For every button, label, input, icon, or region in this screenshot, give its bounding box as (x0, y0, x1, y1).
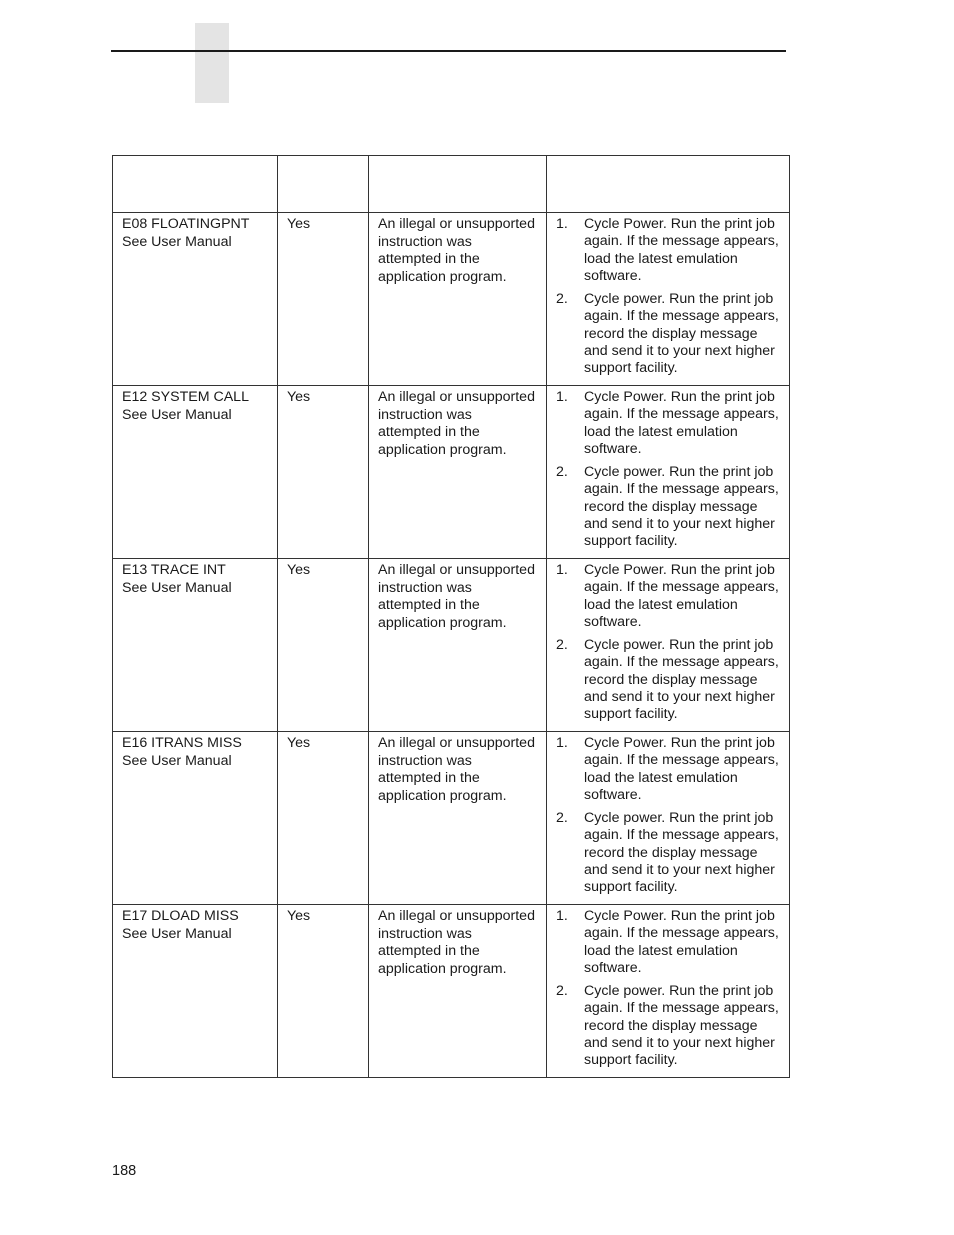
solution-step (556, 562, 783, 631)
header-cell (278, 156, 369, 213)
solution-step (556, 216, 783, 285)
value-cell (278, 905, 369, 1078)
explanation-cell (369, 905, 547, 1078)
solution-steps (547, 559, 789, 724)
explanation-cell (369, 213, 547, 386)
message-name: E16 ITRANS MISS (122, 735, 242, 751)
table-row (113, 905, 790, 1078)
step-text: Cycle Power. Run the print job again. If the message appears, load the latest emulation software. (584, 735, 779, 803)
value-text: Yes (287, 216, 311, 232)
header-cell (113, 156, 278, 213)
message-reference: See User Manual (122, 579, 232, 596)
solution-cell (547, 386, 790, 559)
message-reference: See User Manual (122, 752, 232, 769)
solution-step (556, 983, 783, 1069)
message-name: E08 FLOATINGPNT (122, 216, 250, 232)
message-reference: See User Manual (122, 925, 232, 942)
step-number: 1. (556, 216, 568, 232)
solution-steps (547, 213, 789, 378)
value-text: Yes (287, 562, 311, 578)
explanation-cell (369, 559, 547, 732)
explanation-text: An illegal or unsupported instruction was attempted in the application program. (378, 216, 535, 285)
solution-step (556, 908, 783, 977)
solution-cell (547, 905, 790, 1078)
step-text: Cycle Power. Run the print job again. If the message appears, load the latest emulation software. (584, 389, 779, 457)
table-header-row (113, 156, 790, 213)
page-number: 188 (112, 1163, 137, 1179)
header-cell (547, 156, 790, 213)
solution-cell (547, 213, 790, 386)
value-cell (278, 213, 369, 386)
solution-steps (547, 386, 789, 551)
step-number: 1. (556, 389, 568, 405)
step-number: 2. (556, 464, 568, 481)
value-text: Yes (287, 908, 311, 924)
explanation-text: An illegal or unsupported instruction was attempted in the application program. (378, 735, 535, 804)
explanation-text: An illegal or unsupported instruction was attempted in the application program. (378, 908, 535, 977)
value-text: Yes (287, 389, 311, 405)
step-text: Cycle power. Run the print job again. If the message appears, record the display message and send it to your next higher support facility. (584, 291, 779, 377)
step-number: 1. (556, 735, 568, 751)
step-number: 2. (556, 983, 568, 1000)
explanation-cell (369, 732, 547, 905)
explanation-cell (369, 386, 547, 559)
chapter-tab (195, 23, 229, 103)
message-reference: See User Manual (122, 233, 232, 250)
step-text: Cycle Power. Run the print job again. If the message appears, load the latest emulation software. (584, 216, 779, 284)
message-name: E17 DLOAD MISS (122, 908, 239, 924)
value-text: Yes (287, 735, 311, 751)
message-content (113, 559, 277, 597)
explanation-text: An illegal or unsupported instruction was attempted in the application program. (378, 389, 535, 458)
value-cell (278, 559, 369, 732)
solution-step (556, 464, 783, 550)
step-number: 2. (556, 637, 568, 654)
step-text: Cycle power. Run the print job again. If the message appears, record the display message and send it to your next higher support facility. (584, 637, 779, 723)
message-reference: See User Manual (122, 406, 232, 423)
solution-cell (547, 732, 790, 905)
step-text: Cycle Power. Run the print job again. If the message appears, load the latest emulation software. (584, 908, 779, 976)
step-number: 2. (556, 810, 568, 827)
message-cell (113, 905, 278, 1078)
message-content (113, 732, 277, 770)
explanation-text: An illegal or unsupported instruction was attempted in the application program. (378, 562, 535, 631)
table-row (113, 213, 790, 386)
value-cell (278, 386, 369, 559)
step-text: Cycle Power. Run the print job again. If the message appears, load the latest emulation software. (584, 562, 779, 630)
table-row (113, 386, 790, 559)
message-content (113, 213, 277, 251)
step-number: 1. (556, 908, 568, 924)
message-cell (113, 386, 278, 559)
message-cell (113, 213, 278, 386)
header-cell (369, 156, 547, 213)
value-cell (278, 732, 369, 905)
solution-cell (547, 559, 790, 732)
message-cell (113, 559, 278, 732)
solution-step (556, 810, 783, 896)
solution-step (556, 389, 783, 458)
message-name: E13 TRACE INT (122, 562, 226, 578)
solution-step (556, 735, 783, 804)
table-row (113, 559, 790, 732)
solution-step (556, 637, 783, 723)
solution-steps (547, 905, 789, 1070)
step-text: Cycle power. Run the print job again. If the message appears, record the display message and send it to your next higher support facility. (584, 983, 779, 1069)
error-message-table-wrapper (112, 155, 789, 1078)
step-number: 2. (556, 291, 568, 308)
header-rule (111, 50, 786, 52)
solution-step (556, 291, 783, 377)
solution-steps (547, 732, 789, 897)
message-cell (113, 732, 278, 905)
step-number: 1. (556, 562, 568, 578)
table-row (113, 732, 790, 905)
step-text: Cycle power. Run the print job again. If the message appears, record the display message and send it to your next higher support facility. (584, 810, 779, 896)
message-content (113, 386, 277, 424)
error-message-table (112, 155, 790, 1078)
message-name: E12 SYSTEM CALL (122, 389, 249, 405)
message-content (113, 905, 277, 943)
step-text: Cycle power. Run the print job again. If the message appears, record the display message and send it to your next higher support facility. (584, 464, 779, 550)
